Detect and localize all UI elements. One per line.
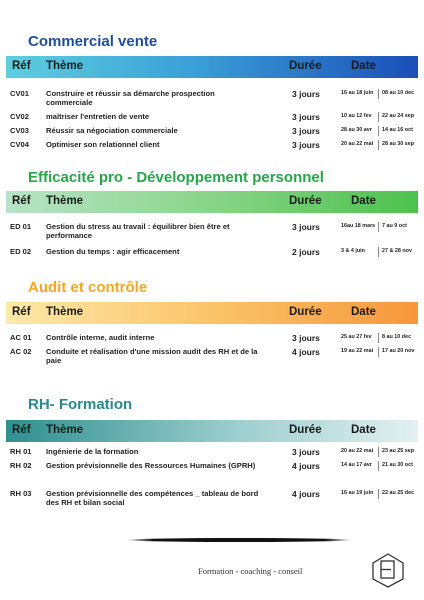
row-duree: 2 jours <box>292 247 320 257</box>
row-ref: ED 01 <box>10 222 32 231</box>
row-duree: 4 jours <box>292 461 320 471</box>
row-theme: Construire et réussir sa démarche prospection commerciale <box>46 89 215 107</box>
row-ref: RH 02 <box>10 461 32 470</box>
row-ref: AC 02 <box>10 347 32 356</box>
row-theme: Contrôle interne, audit interne <box>46 333 155 342</box>
row-ref: RH 03 <box>10 489 32 498</box>
date-separator <box>378 126 379 136</box>
row-duree: 3 jours <box>292 222 320 232</box>
row-theme: Gestion du temps : agir efficacement <box>46 247 180 256</box>
col-date: Date <box>351 60 376 72</box>
row-theme: Réussir sa négociation commerciale <box>46 126 178 135</box>
header-bar <box>6 302 418 324</box>
row-date2: 21 au 30 oct <box>382 462 413 468</box>
col-date: Date <box>351 424 376 436</box>
date-separator <box>378 140 379 150</box>
row-date2: 7 au 9 oct <box>382 223 407 229</box>
col-duree: Durée <box>289 60 322 72</box>
row-duree: 4 jours <box>292 347 320 357</box>
row-theme: Gestion prévisionnelle des compétences _ tableau de bord des RH et bilan social <box>46 489 259 507</box>
row-date2: 17 au 20 nov <box>382 348 415 354</box>
row-date1: 14 au 17 avr <box>341 462 372 468</box>
row-date2: 08 au 10 dec <box>382 90 415 96</box>
row-date1: 10 au 12 fev <box>341 113 372 119</box>
row-date2: 27 & 28 nov <box>382 248 412 254</box>
col-duree: Durée <box>289 306 322 318</box>
row-theme: Optimiser son relationnel client <box>46 140 160 149</box>
row-date2: 28 au 30 sep <box>382 141 415 147</box>
row-date1: 20 au 22 mai <box>341 448 374 454</box>
date-separator <box>378 222 379 232</box>
header-bar <box>6 191 418 213</box>
row-date2: 14 au 16 oct <box>382 127 413 133</box>
date-separator <box>378 247 379 257</box>
col-theme: Thème <box>46 306 84 318</box>
row-duree: 3 jours <box>292 112 320 122</box>
row-theme: Gestion du stress au travail : équilibrer bien être et performance <box>46 222 230 240</box>
row-duree: 3 jours <box>292 333 320 343</box>
footer-divider <box>126 538 352 542</box>
row-ref: CV03 <box>10 126 29 135</box>
col-ref: Réf <box>12 424 31 436</box>
row-ref: ED 02 <box>10 247 32 256</box>
row-date2: 23 au 25 sep <box>382 448 415 454</box>
row-duree: 3 jours <box>292 89 320 99</box>
section-title: Efficacité pro - Développement personnel <box>28 169 324 186</box>
section-title: Audit et contrôle <box>28 279 148 296</box>
col-duree: Durée <box>289 424 322 436</box>
section-title: Commercial vente <box>28 33 158 50</box>
section-title: RH- Formation <box>28 396 133 413</box>
date-separator <box>378 333 379 343</box>
date-separator <box>378 461 379 471</box>
row-date1: 25 au 27 fev <box>341 334 372 340</box>
row-date2: 22 au 25 dec <box>382 490 415 496</box>
row-ref: RH 01 <box>10 447 32 456</box>
col-ref: Réf <box>12 60 31 72</box>
row-date1: 16 au 19 juin <box>341 490 374 496</box>
row-theme: Ingénierie de la formation <box>46 447 139 456</box>
row-ref: CV02 <box>10 112 29 121</box>
col-theme: Thème <box>46 60 84 72</box>
company-logo-icon <box>370 552 406 588</box>
row-date2: 8 au 10 dec <box>382 334 412 340</box>
row-theme: maîtriser l'entretien de vente <box>46 112 150 121</box>
col-ref: Réf <box>12 195 31 207</box>
row-date1: 3 & 4 juin <box>341 248 365 254</box>
date-separator <box>378 489 379 499</box>
row-ref: CV01 <box>10 89 29 98</box>
row-date1: 16au 18 mars <box>341 223 376 229</box>
row-date1: 16 au 18 juin <box>341 90 374 96</box>
row-duree: 3 jours <box>292 126 320 136</box>
row-ref: AC 01 <box>10 333 32 342</box>
header-bar <box>6 56 418 78</box>
row-date1: 19 au 22 mai <box>341 348 374 354</box>
header-bar <box>6 420 418 442</box>
row-ref: CV04 <box>10 140 29 149</box>
row-date1: 28 au 30 avr <box>341 127 372 133</box>
row-theme: Gestion prévisionnelle des Ressources Humaines (GPRH) <box>46 461 256 470</box>
col-theme: Thème <box>46 195 84 207</box>
date-separator <box>378 347 379 357</box>
col-theme: Thème <box>46 424 84 436</box>
col-ref: Réf <box>12 306 31 318</box>
footer-tagline: Formation - coaching - conseil <box>198 566 303 576</box>
row-duree: 3 jours <box>292 447 320 457</box>
row-duree: 3 jours <box>292 140 320 150</box>
date-separator <box>378 89 379 99</box>
date-separator <box>378 112 379 122</box>
row-date1: 20 au 22 mai <box>341 141 374 147</box>
row-date2: 22 au 24 sep <box>382 113 415 119</box>
row-theme: Conduite et réalisation d'une mission audit des RH et de la paie <box>46 347 258 365</box>
col-duree: Durée <box>289 195 322 207</box>
row-duree: 4 jours <box>292 489 320 499</box>
col-date: Date <box>351 195 376 207</box>
col-date: Date <box>351 306 376 318</box>
date-separator <box>378 447 379 457</box>
